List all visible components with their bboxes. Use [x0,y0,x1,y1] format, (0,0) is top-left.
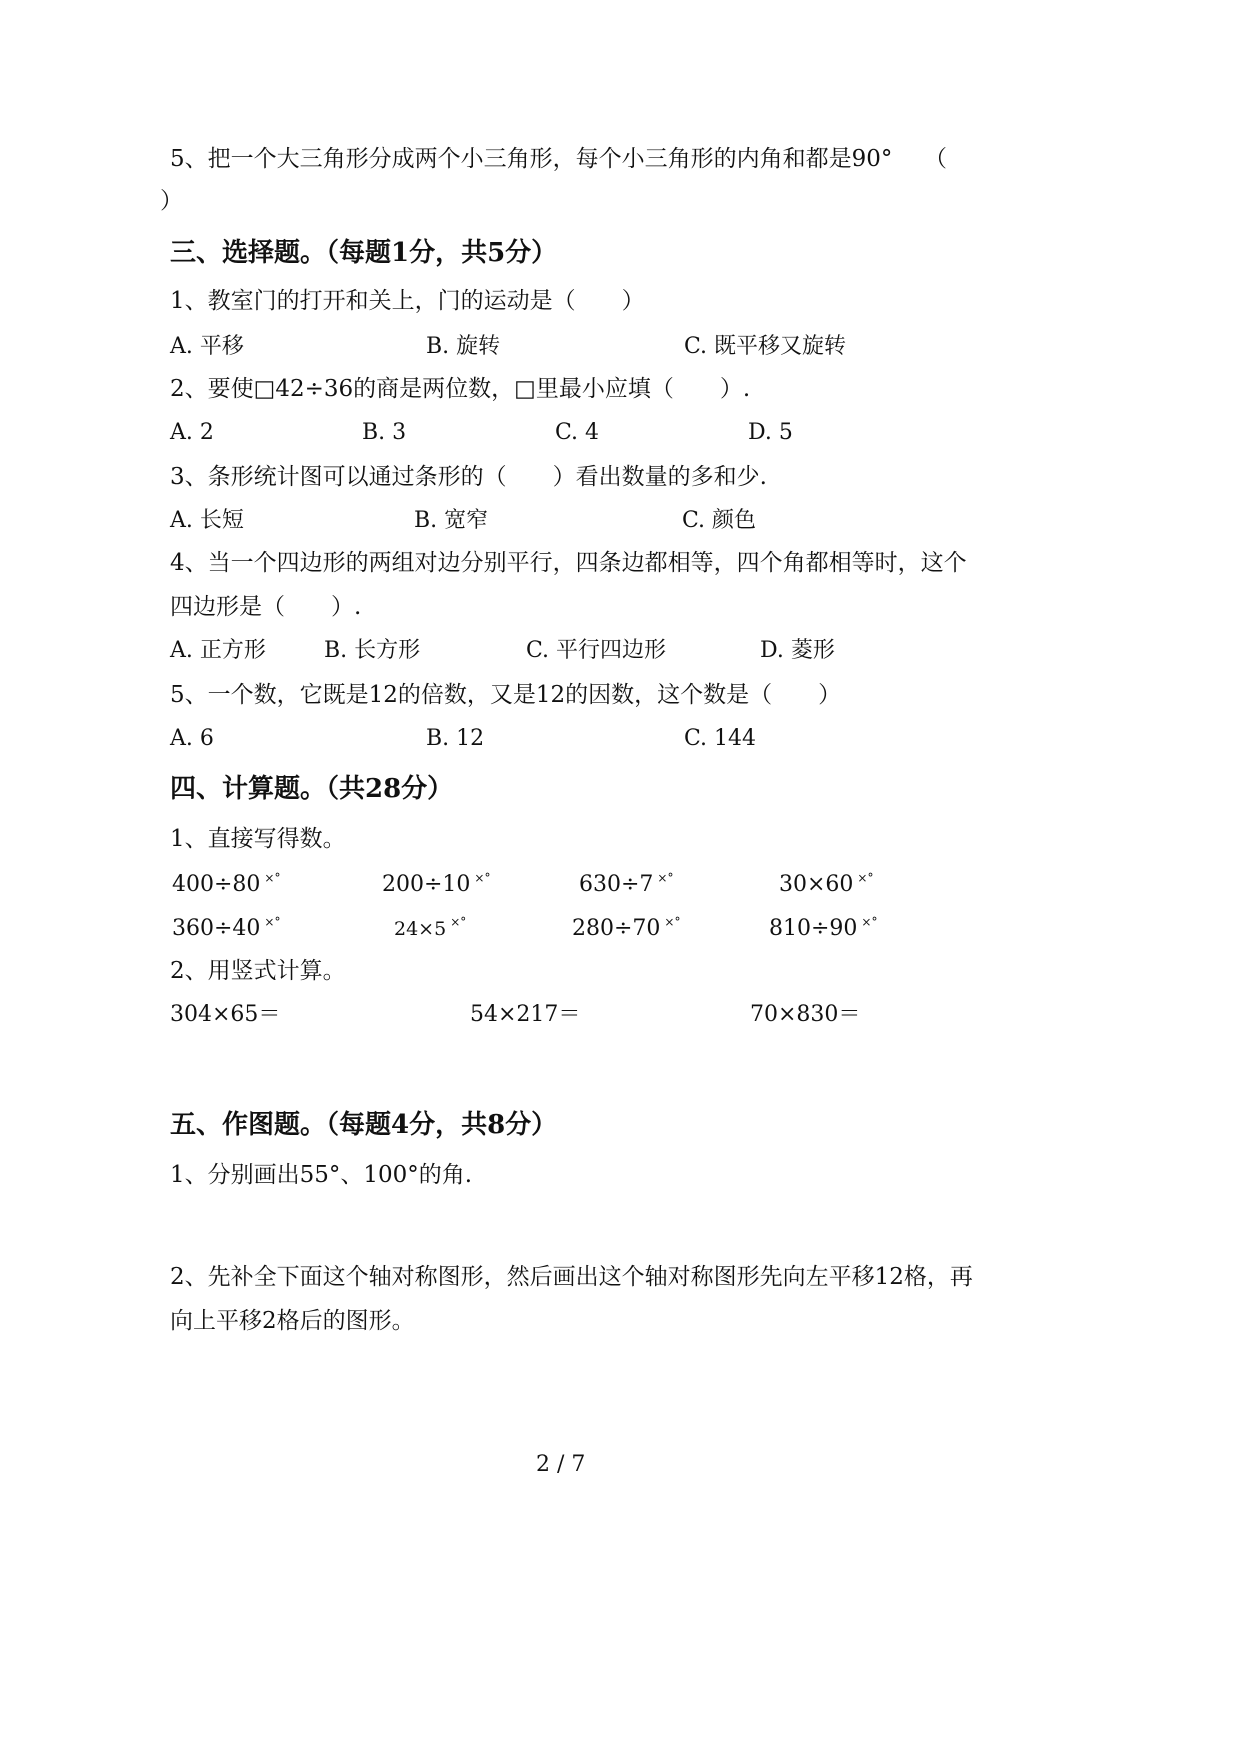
choice-q1-option-b: B. 旋转 [426,334,501,359]
vertical-calc-item: 70×830＝ [750,1002,861,1027]
choice-q2-option-b: B. 3 [362,420,407,445]
choice-q4-option-c: C. 平行四边形 [526,638,667,663]
choice-q1-option-a: A. 平移 [170,334,244,359]
choice-q3-option-b: B. 宽窄 [414,508,489,533]
drawing-question-2-line1: 2、先补全下面这个轴对称图形，然后画出这个轴对称图形先向左平移12格，再 [170,1264,973,1290]
answer-paren-close: ） [160,188,183,214]
choice-question-4-line2: 四边形是（ ）. [170,594,362,620]
calc-question-1: 1、直接写得数。 [170,826,346,852]
mental-calc-item: 810÷90 ×° [769,915,878,941]
choice-q4-option-d: D. 菱形 [760,638,835,663]
choice-q2-option-c: C. 4 [555,420,600,445]
choice-question-1: 1、教室门的打开和关上，门的运动是（ ） [170,288,645,314]
choice-q1-option-c: C. 既平移又旋转 [684,334,847,359]
choice-q3-option-a: A. 长短 [170,508,244,533]
mental-calc-item: 30×60 ×° [779,871,874,897]
choice-q4-option-b: B. 长方形 [324,638,421,663]
choice-q2-option-a: A. 2 [170,420,214,445]
calc-question-2: 2、用竖式计算。 [170,958,346,984]
choice-question-4-line1: 4、当一个四边形的两组对边分别平行，四条边都相等，四个角都相等时，这个 [170,550,967,576]
section-4-title: 四、计算题。（共28分） [170,774,454,804]
choice-q5-option-b: B. 12 [426,726,485,751]
choice-q5-option-a: A. 6 [170,726,214,751]
answer-paren-open: （ [924,146,947,172]
mental-calc-item: 24×5 ×° [394,915,467,940]
page-number: 2 / 7 [536,1452,586,1477]
vertical-calc-item: 304×65＝ [170,1002,281,1027]
mental-calc-item: 280÷70 ×° [572,915,681,941]
vertical-calc-item: 54×217＝ [470,1002,581,1027]
section-5-title: 五、作图题。（每题4分，共8分） [170,1110,558,1140]
choice-q3-option-c: C. 颜色 [682,508,757,533]
section-3-title: 三、选择题。（每题1分，共5分） [170,238,558,268]
choice-question-5: 5、一个数，它既是12的倍数，又是12的因数，这个数是（ ） [170,682,842,708]
mental-calc-item: 360÷40 ×° [172,915,281,941]
choice-q2-option-d: D. 5 [748,420,793,445]
mental-calc-item: 200÷10 ×° [382,871,491,897]
judge-question-5: 5、把一个大三角形分成两个小三角形，每个小三角形的内角和都是90° [170,146,893,172]
mental-calc-item: 630÷7 ×° [579,871,674,897]
choice-question-2: 2、要使□42÷36的商是两位数，□里最小应填（ ）. [170,376,751,402]
mental-calc-item: 400÷80 ×° [172,871,281,897]
choice-question-3: 3、条形统计图可以通过条形的（ ）看出数量的多和少. [170,464,767,490]
choice-q5-option-c: C. 144 [684,726,757,751]
choice-q4-option-a: A. 正方形 [170,638,266,663]
drawing-question-1: 1、分别画出55°、100°的角. [170,1162,473,1188]
drawing-question-2-line2: 向上平移2格后的图形。 [170,1308,415,1334]
